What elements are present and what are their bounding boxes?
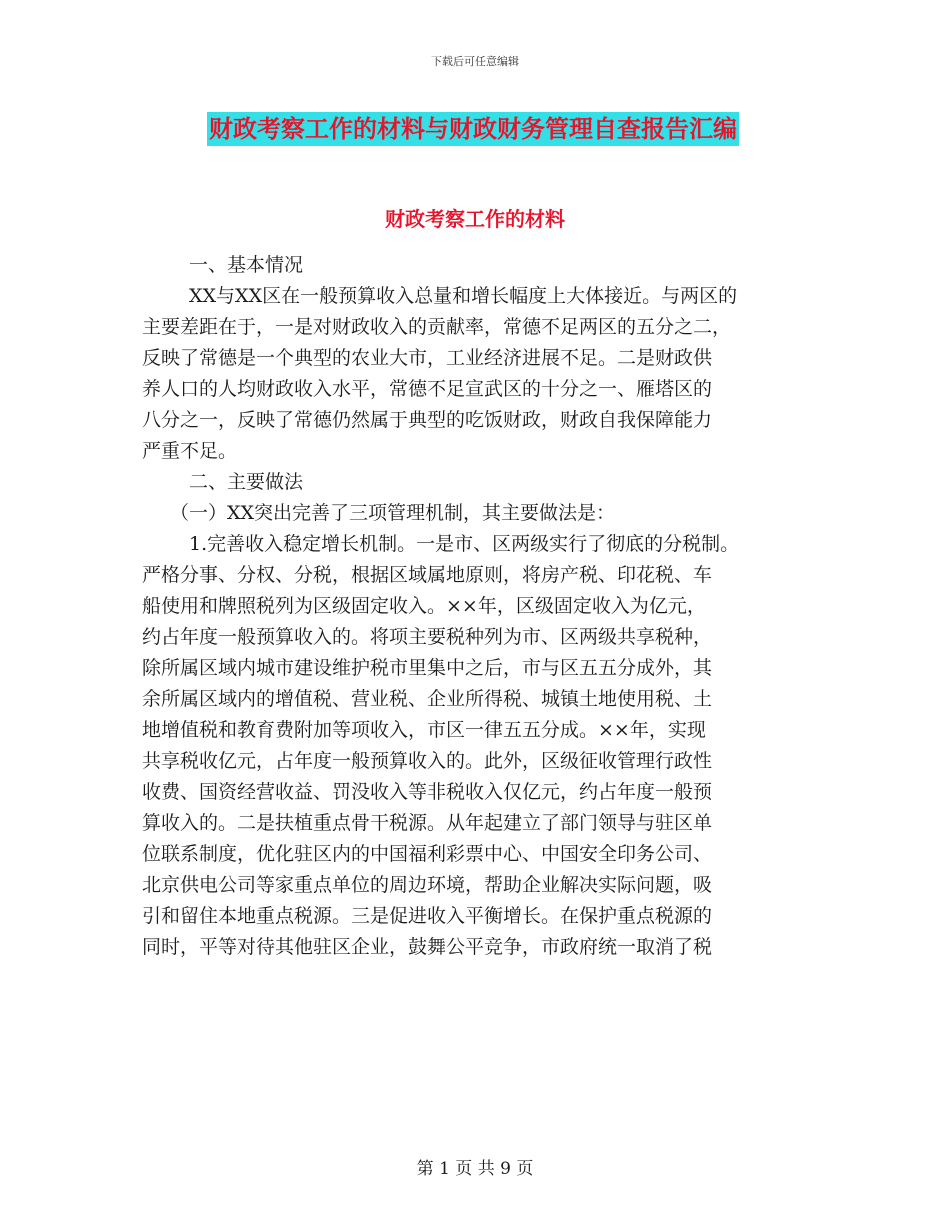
paragraph-line: 1.完善收入稳定增长机制。一是市、区两级实行了彻底的分税制。	[189, 533, 740, 555]
paragraph-line: 除所属区域内城市建设维护税市里集中之后，市与区五五分成外，其	[142, 657, 713, 679]
paragraph-line: XX与XX区在一般预算收入总量和增长幅度上大体接近。与两区的	[189, 285, 738, 307]
paragraph-line: 同时，平等对待其他驻区企业，鼓舞公平竞争，市政府统一取消了税	[142, 936, 713, 958]
paragraph-line: 共享税收亿元，占年度一般预算收入的。此外，区级征收管理行政性	[142, 750, 713, 772]
paragraph-line: 船使用和牌照税列为区级固定收入。××年，区级固定收入为亿元，	[142, 595, 706, 617]
paragraph-line: 地增值税和教育费附加等项收入，市区一律五五分成。××年，实现	[142, 719, 706, 741]
paragraph-line: 约占年度一般预算收入的。将项主要税种列为市、区两级共享税种，	[142, 626, 713, 648]
paragraph-line: 算收入的。二是扶植重点骨干税源。从年起建立了部门领导与驻区单	[142, 812, 713, 834]
paragraph-line: 八分之一，反映了常德仍然属于典型的吃饭财政，财政自我保障能力	[142, 409, 713, 431]
paragraph-line: 北京供电公司等家重点单位的周边环境，帮助企业解决实际问题，吸	[142, 874, 713, 896]
page-footer: 第 1 页 共 9 页	[416, 1159, 534, 1179]
main-title: 财政考察工作的材料与财政财务管理自查报告汇编	[207, 112, 739, 146]
paragraph-line: 收费、国资经营收益、罚没收入等非税收入仅亿元，约占年度一般预	[142, 781, 713, 803]
header-note: 下载后可任意编辑	[431, 55, 519, 68]
paragraph-line: 主要差距在于，一是对财政收入的贡献率，常德不足两区的五分之二，	[142, 316, 732, 338]
heading-main-practices: 二、主要做法	[189, 471, 304, 493]
paragraph-line: 余所属区域内的增值税、营业税、企业所得税、城镇土地使用税、土	[142, 688, 713, 710]
paragraph-line: 引和留住本地重点税源。三是促进收入平衡增长。在保护重点税源的	[142, 905, 713, 927]
paragraph-line: 反映了常德是一个典型的农业大市，工业经济进展不足。二是财政供	[142, 347, 713, 369]
paragraph-line: 严重不足。	[142, 440, 238, 462]
paragraph-line: 严格分事、分权、分税，根据区域属地原则，将房产税、印花税、车	[142, 564, 713, 586]
subheading-mechanisms: （一）XX突出完善了三项管理机制，其主要做法是：	[170, 502, 616, 524]
paragraph-line: 位联系制度，优化驻区内的中国福利彩票中心、中国安全印务公司、	[142, 843, 713, 865]
paragraph-line: 养人口的人均财政收入水平，常德不足宣武区的十分之一、雁塔区的	[142, 378, 713, 400]
heading-basic-situation: 一、基本情况	[189, 254, 304, 276]
body-text	[142, 250, 822, 963]
section-title: 财政考察工作的材料	[385, 207, 565, 231]
